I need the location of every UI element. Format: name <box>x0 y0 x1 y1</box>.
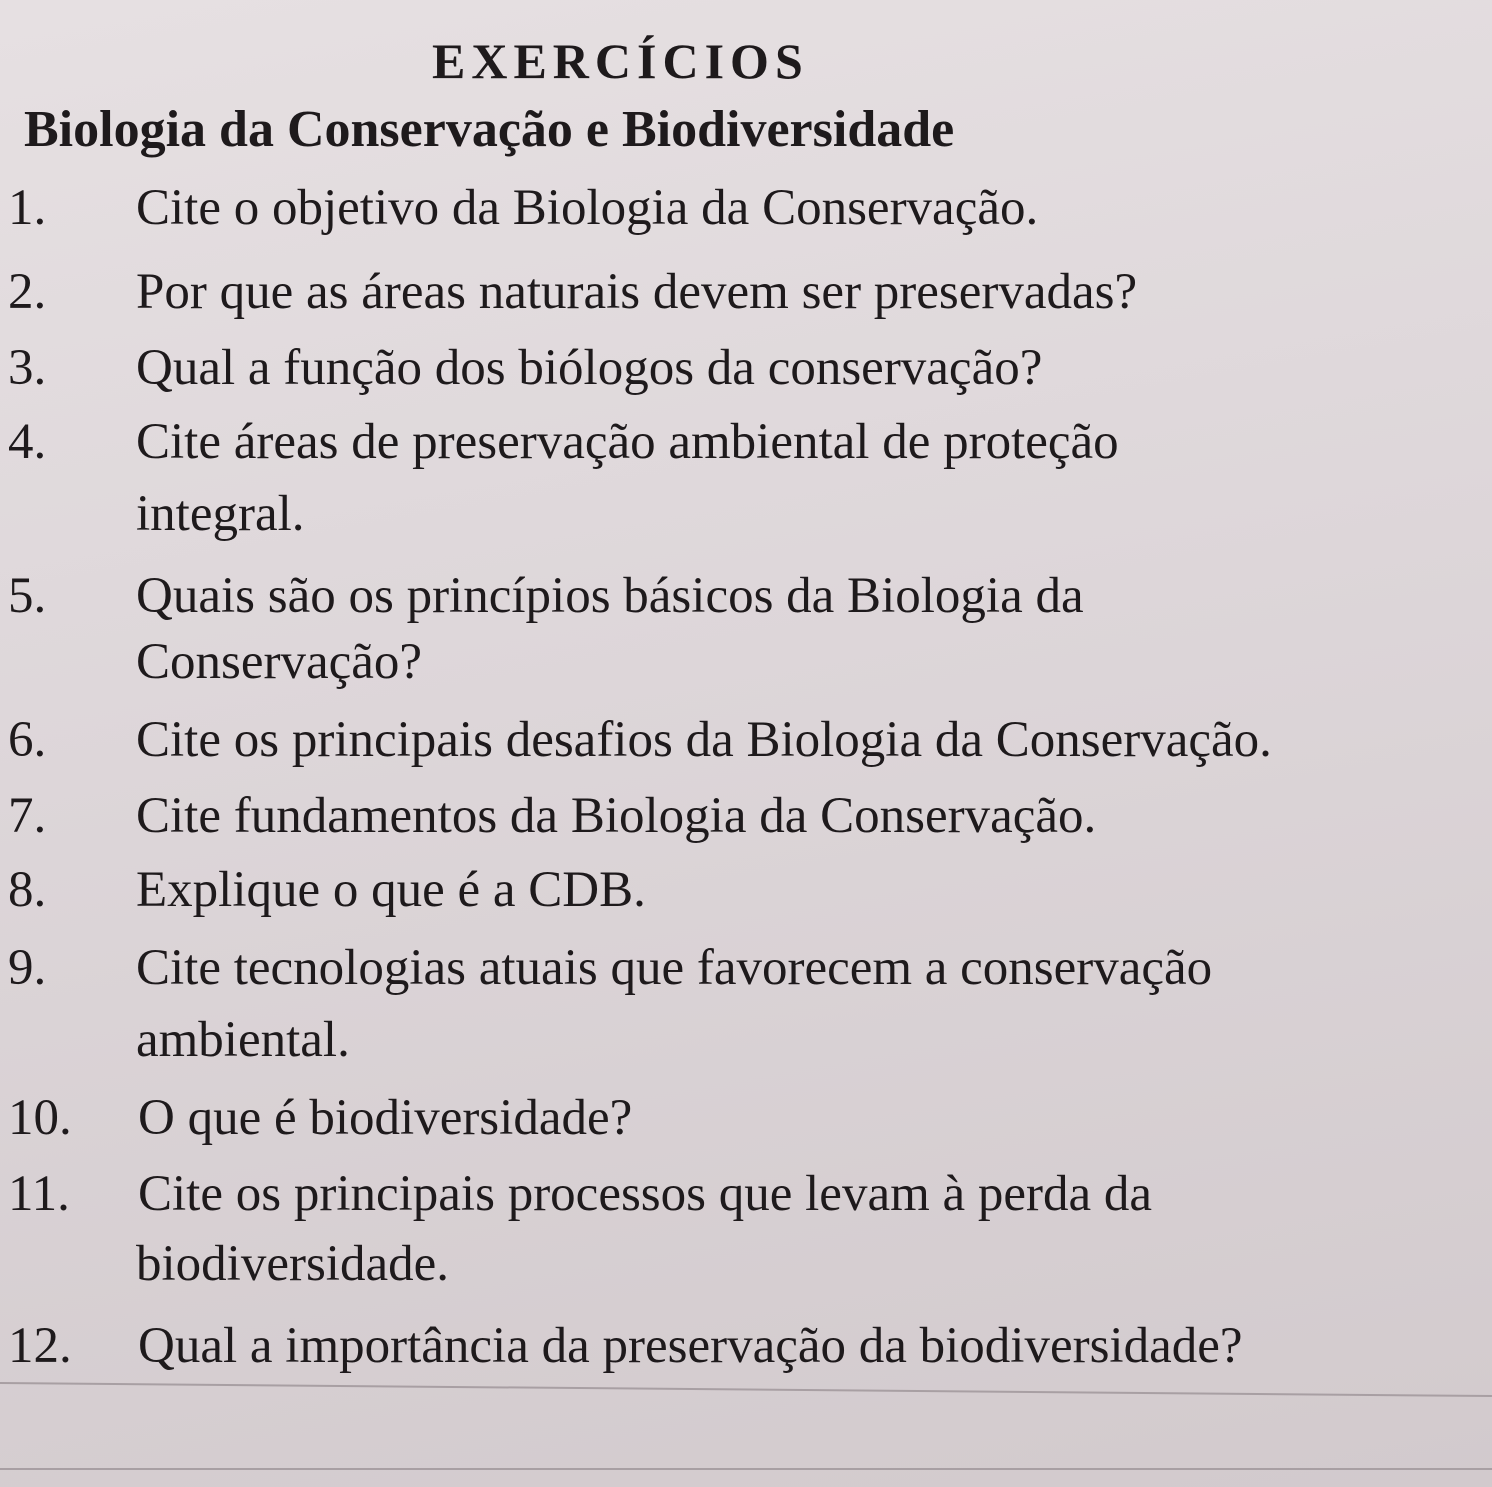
question-number: 6. <box>8 712 47 768</box>
question-number: 2. <box>8 264 47 320</box>
question-number: 7. <box>8 788 47 844</box>
question-1 <box>8 172 1038 244</box>
bottom-rule <box>0 1468 1492 1470</box>
question-text: Qual a importância da preservação da biodiversidade? <box>138 1318 1243 1374</box>
question-text: Cite fundamentos da Biologia da Conservação. <box>136 788 1097 844</box>
question-2 <box>8 256 1137 328</box>
question-number: 9. <box>8 940 47 996</box>
question-number: 5. <box>8 568 47 624</box>
question-7 <box>8 780 1096 852</box>
question-number: 8. <box>8 862 47 918</box>
question-6 <box>8 704 1272 776</box>
question-5 <box>8 560 1084 632</box>
question-text: Explique o que é a CDB. <box>136 862 646 918</box>
question-text: Cite os principais processos que levam à perda da <box>138 1166 1153 1222</box>
question-text: Cite tecnologias atuais que favorecem a conservação <box>136 940 1213 996</box>
question-number: 11. <box>8 1166 70 1222</box>
question-text: Qual a função dos biólogos da conservação? <box>136 340 1043 396</box>
question-text: Cite o objetivo da Biologia da Conservação. <box>136 180 1039 236</box>
question-number: 3. <box>8 340 47 396</box>
question-3 <box>8 332 1042 404</box>
question-number: 10. <box>8 1090 72 1146</box>
question-text: Por que as áreas naturais devem ser preservadas? <box>136 264 1138 320</box>
question-5-continuation: Conservação? <box>136 634 423 690</box>
question-11-continuation: biodiversidade. <box>136 1236 449 1292</box>
question-text: O que é biodiversidade? <box>138 1090 633 1146</box>
page-title: EXERCÍCIOS <box>432 33 809 89</box>
question-10 <box>8 1082 632 1154</box>
question-9-continuation: ambiental. <box>136 1012 350 1068</box>
bottom-rule <box>0 1382 1492 1397</box>
question-number: 4. <box>8 414 47 470</box>
question-4 <box>8 406 1119 478</box>
question-text: Cite os principais desafios da Biologia da Conservação. <box>136 712 1272 768</box>
question-8 <box>8 854 646 926</box>
question-number: 12. <box>8 1318 72 1374</box>
question-text: Cite áreas de preservação ambiental de proteção <box>136 414 1119 470</box>
question-4-continuation: integral. <box>136 486 305 542</box>
question-11 <box>8 1158 1152 1230</box>
question-text: Quais são os princípios básicos da Biologia da <box>136 568 1084 624</box>
section-subtitle: Biologia da Conservação e Biodiversidade <box>24 101 955 158</box>
question-12 <box>8 1310 1243 1382</box>
question-9 <box>8 932 1212 1004</box>
question-number: 1. <box>8 180 47 236</box>
